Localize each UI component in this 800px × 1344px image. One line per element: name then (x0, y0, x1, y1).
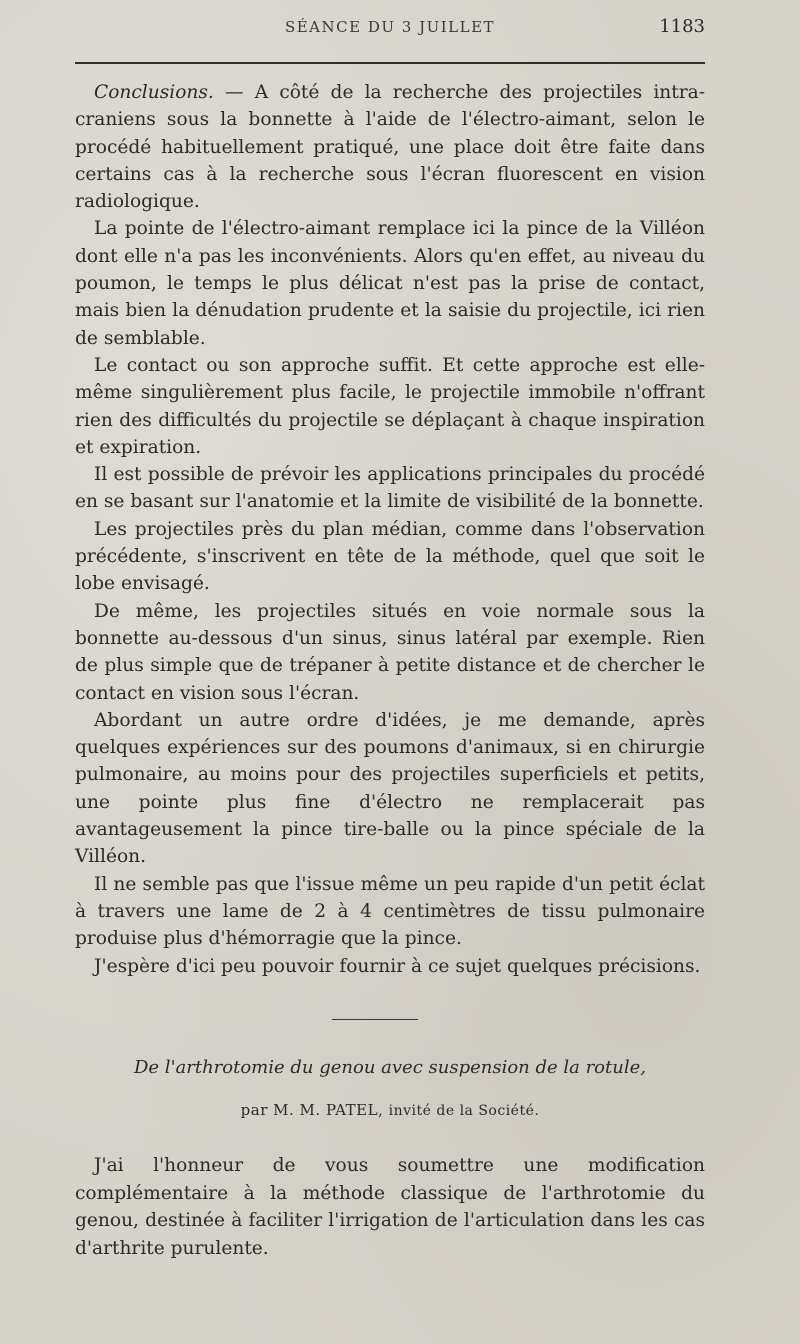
header-rule (75, 62, 705, 64)
running-head: SÉANCE DU 3 JUILLET (284, 18, 496, 36)
byline-note: invité de la Société. (388, 1103, 540, 1119)
conclusions-section (75, 79, 705, 980)
paragraph: Les projectiles près du plan médian, comme dans l'observation précédente, s'inscrivent en tête de la méthode, quel que soit le lobe envisagé. (75, 518, 705, 595)
paragraph: La pointe de l'électro-aimant remplace ici la pince de la Villéon dont elle n'a pas les inconvénients. Alors qu'en effet, au niveau du poumon, le temps le plus délicat n'est pas la prise de contact, mais bien la dénudation prudente et la saisie du projectile, ici rien de semblable. (75, 218, 705, 349)
paragraph: De même, les projectiles situés en voie normale sous la bonnette au-dessous d'un sinus, sinus latéral par exemple. Rien de plus simple que de trépaner à petite distance et de chercher le contact en vision sous l'écran. (75, 600, 705, 704)
paragraph: Abordant un autre ordre d'idées, je me demande, après quelques expériences sur des poumons d'animaux, si en chirurgie pulmonaire, au moins pour des projectiles superficiels et petits, une pointe plus fine d'électro ne remplacerait pas avantageusement la pince tire-balle ou la pince spéciale de la Villéon. (75, 709, 705, 868)
page-number: 1183 (659, 16, 705, 37)
paragraph: J'ai l'honneur de vous soumettre une modification complémentaire à la méthode classique de l'arthrotomie du genou, destinée à faciliter l'irrigation de l'articulation dans les cas d'arthrite purulente. (75, 1155, 705, 1259)
byline (75, 1101, 705, 1119)
paragraph (75, 79, 705, 215)
paragraph: Le contact ou son approche suffit. Et cette approche est elle-même singulièrement plus facile, le projectile immobile n'offrant rien des difficultés du projectile se déplaçant à chaque inspiration et expiration. (75, 354, 705, 458)
conclusions-heading: Conclusions. (94, 82, 214, 103)
article-body (75, 1152, 705, 1262)
byline-author: par M. M. PATEL, (240, 1101, 389, 1119)
page-header (75, 18, 705, 46)
paragraph: J'espère d'ici peu pouvoir fournir à ce sujet quelques précisions. (94, 955, 701, 977)
paragraph-text: — A côté de la recherche des projectiles intra-craniens sous la bonnette à l'aide de l'électro-aimant, selon le procédé habituellement pratiqué, une place doit être faite dans certains cas à la recherche sous l'écran fluorescent en vision radiologique. (75, 82, 705, 213)
article-title: De l'arthrotomie du genou avec suspension de la rotule, (134, 1057, 646, 1078)
paragraph: Il ne semble pas que l'issue même un peu rapide d'un petit éclat à travers une lame de 2 à 4 centimètres de tissu pulmonaire produise plus d'hémorragie que la pince. (75, 873, 705, 950)
paragraph: Il est possible de prévoir les applications principales du procédé en se basant sur l'anatomie et la limite de visibilité de la bonnette. (75, 464, 705, 513)
section-divider (332, 1019, 418, 1020)
